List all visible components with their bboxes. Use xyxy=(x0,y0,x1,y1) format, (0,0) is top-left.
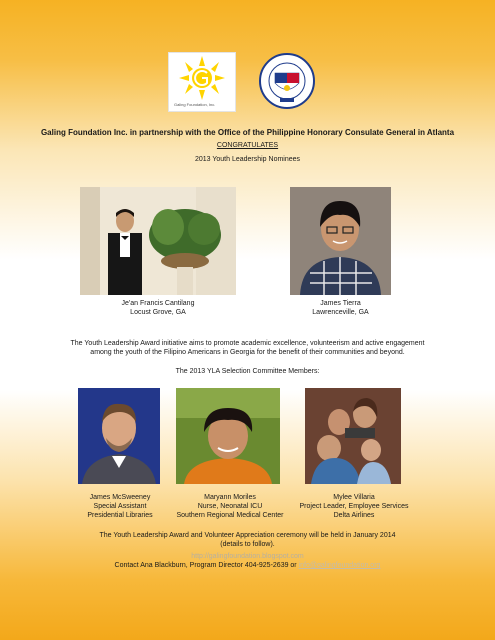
email-link[interactable]: info@galingfoundation.org xyxy=(298,562,381,569)
headline: Galing Foundation Inc. in partnership with the Office of the Philippine Honorary Consulate General in Atlanta xyxy=(40,128,455,137)
galing-logo-caption: Galing Foundation, Inc. xyxy=(174,102,216,107)
committee-caption-2 xyxy=(160,493,300,520)
nominee-name: Je'an Francis Cantilang xyxy=(121,300,195,307)
member-role: Special Assistant xyxy=(93,503,147,510)
ceremony-line: The Youth Leadership Award and Volunteer Appreciation ceremony will be held in January 2014 xyxy=(99,532,396,539)
ceremony-line: (details to follow). xyxy=(220,541,275,548)
nominee-photo-tierra xyxy=(290,187,391,295)
member-org: Presidential Libraries xyxy=(87,512,153,519)
consulate-seal xyxy=(258,50,316,112)
member-name: Maryann Moriles xyxy=(204,494,256,501)
member-role: Project Leader, Employee Services xyxy=(299,503,409,510)
contact-line xyxy=(0,562,495,569)
member-name: Mylee Villaria xyxy=(333,494,375,501)
intro-paragraph xyxy=(30,339,465,357)
consulate-seal-icon xyxy=(258,50,316,112)
nominee-caption-1 xyxy=(80,299,236,317)
intro-line: The Youth Leadership Award initiative aims to promote academic excellence, volunteerism and active engagement xyxy=(70,340,425,347)
member-org: Southern Regional Medical Center xyxy=(176,512,284,519)
committee-photo-moriles xyxy=(176,388,280,484)
nominee-name: James Tierra xyxy=(320,300,361,307)
nominee-location: Locust Grove, GA xyxy=(130,309,186,316)
committee-title: The 2013 YLA Selection Committee Members: xyxy=(175,368,320,375)
member-org: Delta Airlines xyxy=(333,512,375,519)
nominee-photo-cantilang xyxy=(80,187,236,295)
nominees-title: 2013 Youth Leadership Nominees xyxy=(194,156,301,163)
contact-text: Contact Ana Blackburn, Program Director 404-925-2639 or xyxy=(114,562,299,569)
blog-link[interactable]: http://galingfoundation.blogspot.com xyxy=(191,553,304,560)
nominee-caption-2 xyxy=(290,299,391,317)
committee-photo-mcsweeney xyxy=(78,388,160,484)
committee-photo-villaria xyxy=(305,388,401,484)
nominee-location: Lawrenceville, GA xyxy=(312,309,369,316)
member-name: James McSweeney xyxy=(89,494,151,501)
committee-caption-3 xyxy=(283,493,425,520)
member-role: Nurse, Neonatal ICU xyxy=(197,503,263,510)
intro-line: among the youth of the Filipino Americans in Georgia for the benefit of their communities and beyond. xyxy=(90,349,405,356)
ceremony-announcement xyxy=(0,531,495,549)
congratulates-text: CONGRATULATES xyxy=(216,142,279,149)
